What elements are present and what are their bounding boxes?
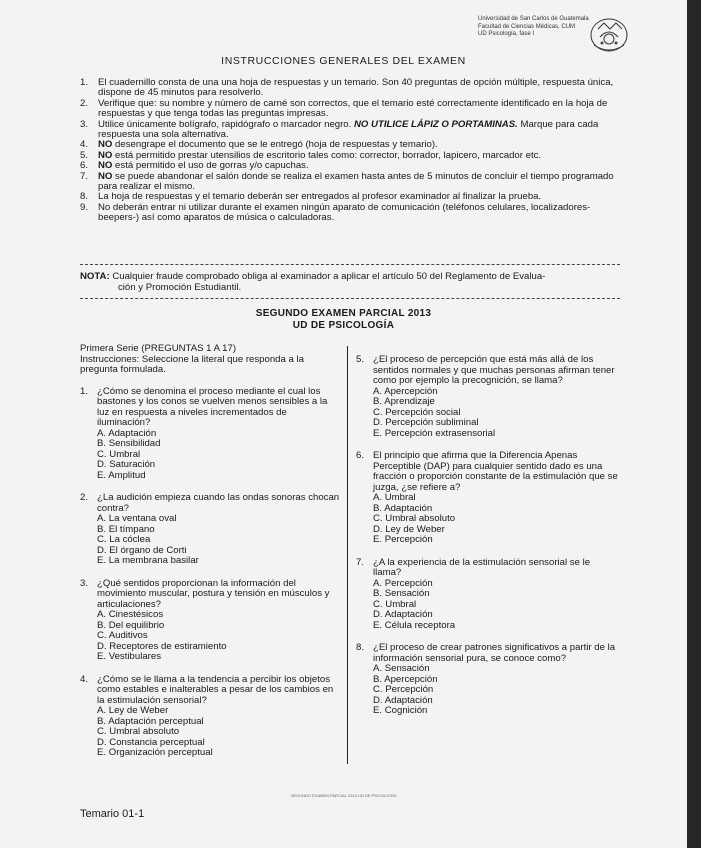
answer-option: A. Apercepción	[373, 385, 438, 397]
answer-option: C. Umbral absoluto	[373, 513, 456, 524]
question-text: ¿Cómo se denomina el proceso mediante el cual los bastones y los conos se vuelven menos sensibles a la luz en respuesta a niveles incrementados de iluminación?	[97, 385, 328, 428]
question-item	[80, 493, 342, 567]
answer-option: C. Percepción social	[373, 406, 461, 418]
rule-body: Verifique que: su nombre y número de carné son correctos, que el temario esté correctamente identificado en la hoja de respuestas y que tenga todas las preguntas impresas.	[98, 97, 608, 120]
question-number: 7.	[356, 556, 365, 568]
question-text: ¿La audición empieza cuando las ondas sonoras chocan contra?	[97, 492, 340, 514]
right-column	[356, 355, 618, 729]
series-title: Primera Serie (PREGUNTAS 1 A 17)	[80, 343, 237, 354]
answer-option: B. Del equilibrio	[97, 619, 165, 631]
institution-line: Universidad de San Carlos de Guatemala	[478, 16, 589, 22]
rule-prefix: NO	[98, 149, 113, 161]
question-number: 4.	[80, 673, 89, 685]
answer-option: D. Receptores de estiramiento	[97, 640, 227, 652]
rule-body: El cuadernillo consta de una una hoja de respuestas y un temario. Son 40 preguntas de opción múltiple, respuesta única, dispone de 45 minutos para resolverlo.	[98, 77, 614, 99]
options-list	[97, 610, 342, 663]
answer-option: C. Umbral absoluto	[97, 726, 180, 737]
divider	[80, 298, 620, 299]
question-item	[80, 387, 342, 482]
rule-body: se puede abandonar el salón donde se realiza el examen hasta antes de 5 minutos de concluir el tiempo programado para realizar el mismo.	[98, 170, 614, 193]
scan-edge	[687, 0, 701, 848]
nota-block	[80, 272, 620, 293]
question-number: 1.	[80, 385, 89, 397]
rule-number: 4.	[80, 139, 89, 151]
nota-text-2: ción y Promoción Estudiantil.	[118, 281, 242, 293]
answer-option: A. Umbral	[373, 492, 416, 503]
rule-number: 9.	[80, 201, 89, 213]
answer-option: C. Umbral	[373, 598, 417, 610]
question-number: 2.	[80, 492, 89, 503]
column-divider	[347, 346, 348, 764]
answer-option: B. Adaptación	[373, 502, 433, 514]
answer-option: D. El órgano de Corti	[97, 544, 187, 556]
answer-option: E. Percepción	[373, 534, 433, 545]
left-column	[80, 344, 342, 771]
answer-option: B. Sensibilidad	[97, 438, 161, 449]
answer-option: B. Sensación	[373, 588, 430, 599]
question-text: ¿El proceso de crear patrones significativos a partir de la información sensorial pura, se conoce como?	[373, 642, 616, 664]
rule-post: Marque para cada respuesta una sola alternativa.	[98, 118, 599, 141]
answer-option: E. Organización perceptual	[97, 747, 213, 758]
answer-option: B. El tímpano	[97, 523, 155, 535]
rule-item	[80, 120, 620, 141]
divider	[80, 264, 620, 265]
question-text: El principio que afirma que la Diferencia Apenas Perceptible (DAP) para cualquier sentido dado es una fracción o proporción constante de la estimulación que se juzga, ¿se refiere a?	[373, 450, 618, 493]
rule-prefix: NO	[98, 170, 113, 182]
answer-option: D. Ley de Weber	[373, 523, 445, 535]
answer-option: D. Saturación	[97, 459, 156, 470]
options-list	[97, 514, 342, 567]
rule-number: 6.	[80, 160, 89, 172]
answer-option: C. Umbral	[97, 448, 141, 460]
question-item	[356, 355, 618, 439]
rule-body: No deberán entrar ni utilizar durante el examen ningún aparato de comunicación (teléfonos celulares, localizadores- beepers-) así como aparatos de música o calculadoras.	[98, 201, 591, 224]
question-text: ¿Qué sentidos proporcionan la información del movimiento muscular, postura y tensión en músculos y articulaciones?	[97, 577, 330, 610]
rule-item	[80, 172, 620, 193]
question-item	[80, 579, 342, 663]
options-list	[373, 664, 618, 717]
temario-label: Temario 01-1	[80, 808, 145, 820]
nota-text: Cualquier fraude comprobado obliga al examinador a aplicar el artículo 50 del Reglamento de Evalua-	[109, 271, 546, 282]
answer-option: A. Ley de Weber	[97, 705, 169, 716]
rule-number: 3.	[80, 118, 89, 130]
question-number: 8.	[356, 642, 365, 653]
instructions-title: INSTRUCCIONES GENERALES DEL EXAMEN	[221, 55, 466, 67]
exam-title: SEGUNDO EXAMEN PARCIAL 2013	[255, 308, 432, 319]
rule-body: desengrape el documento que se le entregó (hoja de respuestas y temario).	[112, 139, 438, 151]
options-list	[373, 579, 618, 632]
rule-prefix: NO	[98, 139, 113, 151]
rule-number: 7.	[80, 170, 89, 182]
rule-item	[80, 78, 620, 99]
rule-text	[98, 120, 620, 141]
footer-caption: SEGUNDO EXAMEN PARCIAL 2013 UD DE PSICOLOGÍA	[290, 793, 397, 798]
question-number: 6.	[356, 450, 365, 461]
answer-option: E. Vestibulares	[97, 651, 161, 662]
answer-option: E. La membrana basilar	[97, 555, 199, 566]
institution-header	[478, 16, 589, 39]
question-item	[356, 643, 618, 717]
answer-option: E. Amplitud	[97, 469, 146, 481]
answer-option: E. Célula receptora	[373, 619, 456, 631]
options-list	[97, 706, 342, 759]
answer-option: E. Percepción extrasensorial	[373, 427, 496, 439]
rule-text	[98, 172, 620, 193]
answer-option: C. Percepción	[373, 684, 434, 695]
answer-option: D. Adaptación	[373, 694, 433, 706]
rule-number: 5.	[80, 149, 89, 161]
answer-option: C. La cóclea	[97, 534, 151, 545]
question-item	[356, 558, 618, 632]
question-text: ¿El proceso de percepción que está más allá de los sentidos normales y que muchas personas afirman tener como por ejemplo la precognición, se llama?	[373, 354, 615, 386]
exam-subtitle: UD DE PSICOLOGÍA	[292, 320, 395, 331]
question-number: 3.	[80, 577, 89, 589]
nota-label: NOTA:	[80, 271, 110, 282]
options-list	[97, 429, 342, 482]
rule-number: 1.	[80, 77, 89, 88]
answer-option: B. Aprendizaje	[373, 396, 435, 407]
question-item	[80, 675, 342, 759]
options-list	[373, 493, 618, 546]
rule-body: La hoja de respuestas y el temario deberán ser entregados al profesor examinador al finalizar la prueba.	[98, 191, 542, 203]
answer-option: D. Constancia perceptual	[97, 736, 205, 748]
answer-option: A. Cinestésicos	[97, 609, 164, 620]
series-instructions: Instrucciones: Seleccione la literal que responda a la pregunta formulada.	[80, 353, 304, 375]
rules-list	[80, 78, 620, 224]
rule-number: 8.	[80, 191, 89, 203]
rule-text	[98, 203, 620, 224]
answer-option: C. Auditivos	[97, 630, 148, 641]
rule-text	[98, 99, 620, 120]
rule-prefix: NO	[98, 160, 113, 172]
institution-line: UD Psicología, fase I	[478, 31, 535, 37]
answer-option: A. Sensación	[373, 663, 430, 674]
question-item	[356, 451, 618, 546]
answer-option: A. Adaptación	[97, 427, 157, 439]
series-intro	[80, 344, 342, 376]
answer-option: A. Percepción	[373, 577, 433, 589]
rule-emphasis: NO UTILICE LÁPIZ O PORTAMINAS.	[353, 118, 518, 130]
university-seal-logo	[588, 15, 630, 53]
question-text: ¿A la experiencia de la estimulación sensorial se le llama?	[373, 556, 591, 578]
institution-line: Facultad de Ciencias Médicas, CUM	[478, 23, 576, 30]
question-number: 5.	[356, 354, 365, 365]
question-text: ¿Cómo se le llama a la tendencia a percibir los objetos como estables e inalterables a pesar de los cambios en la estimulación sensorial?	[97, 673, 334, 706]
rule-item	[80, 203, 620, 224]
rule-item	[80, 99, 620, 120]
options-list	[373, 387, 618, 440]
rule-number: 2.	[80, 97, 89, 109]
rule-body: está permitido prestar utensilios de escritorio tales como: corrector, borrador, lapicero, marcador etc.	[112, 149, 542, 161]
answer-option: E. Cognición	[373, 705, 428, 716]
answer-option: B. Apercepción	[373, 673, 438, 685]
answer-option: D. Percepción subliminal	[373, 417, 479, 428]
rule-text	[98, 78, 620, 99]
answer-option: D. Adaptación	[373, 609, 433, 620]
answer-option: A. La ventana oval	[97, 513, 177, 524]
rule-body: está permitido el uso de gorras y/o capuchas.	[112, 160, 309, 172]
answer-option: B. Adaptación perceptual	[97, 715, 204, 727]
rule-body: Utilice únicamente bolígrafo, rapidógrafo o marcador negro.	[98, 118, 354, 130]
